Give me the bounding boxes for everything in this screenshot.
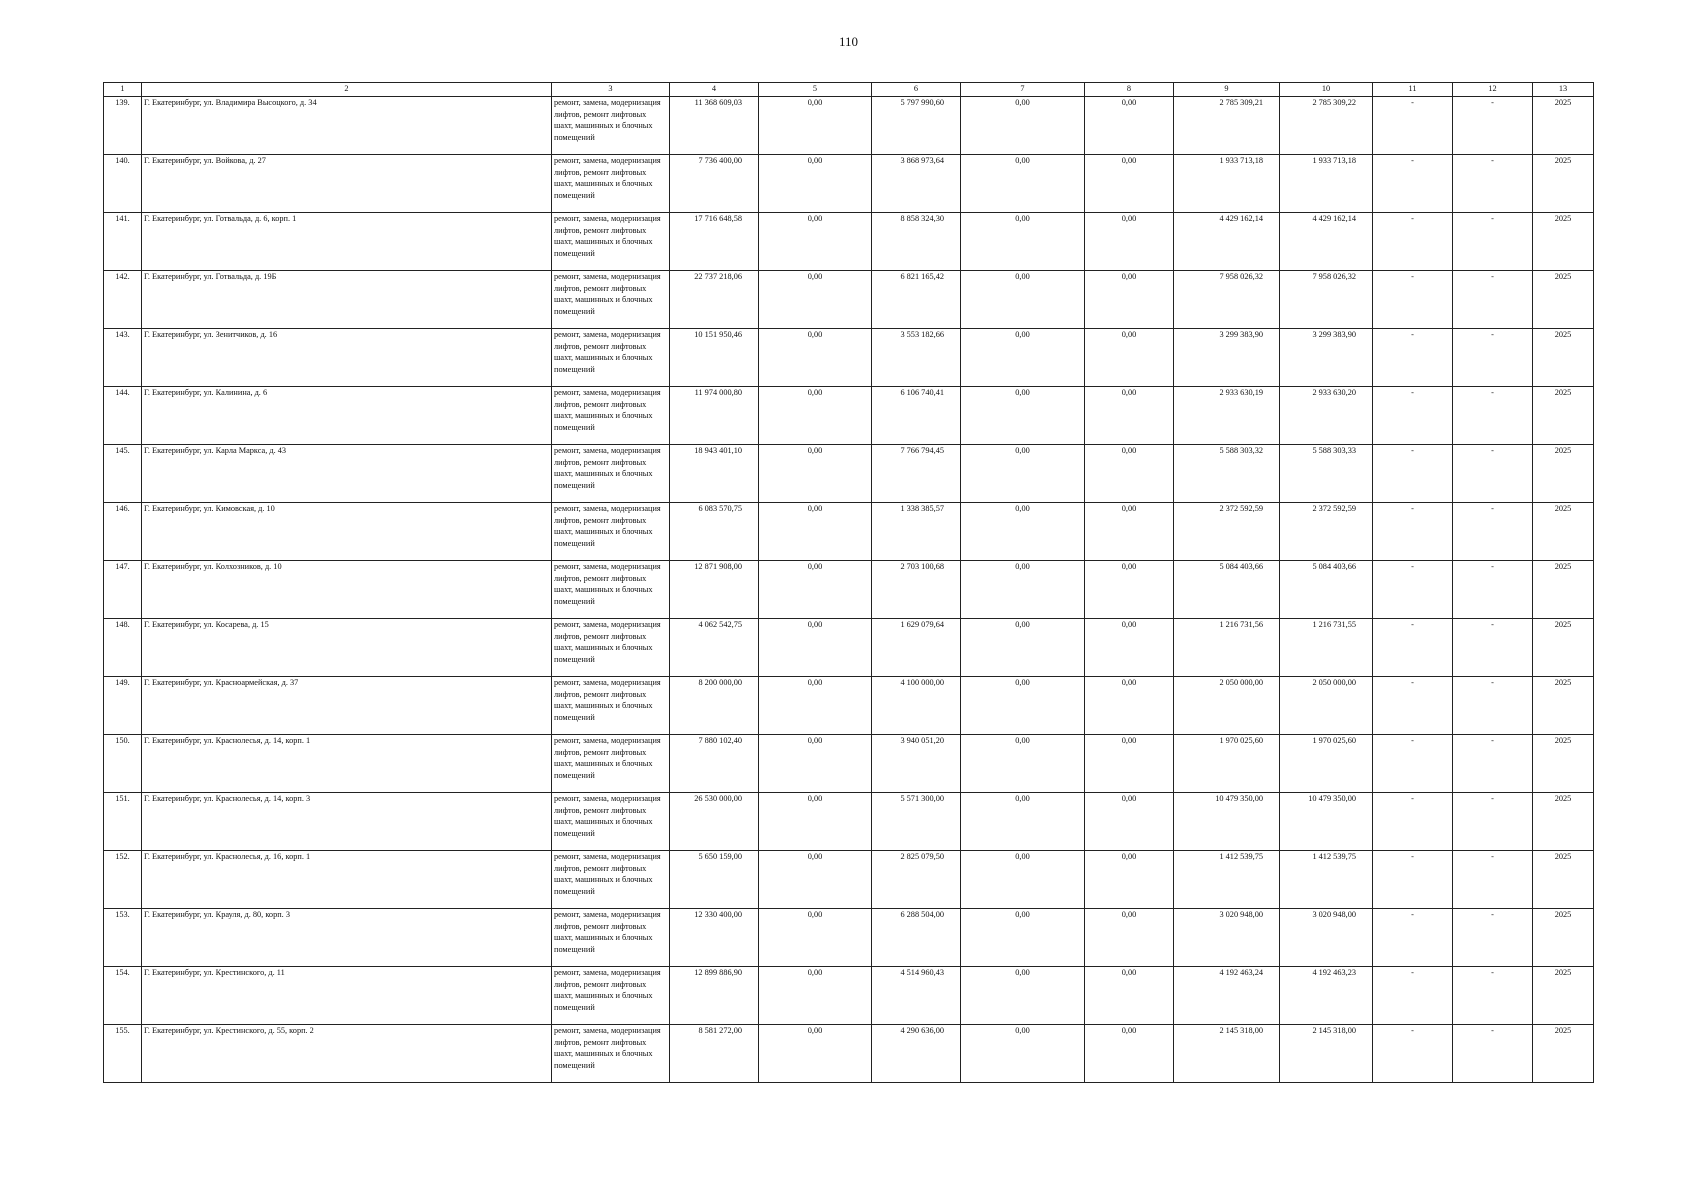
work-type-cell: ремонт, замена, модернизация лифтов, ремонт лифтовых шахт, машинных и блочных помещений [552, 851, 670, 909]
address-cell: Г. Екатеринбург, ул. Карла Маркса, д. 43 [142, 445, 552, 503]
column-header: 8 [1085, 83, 1174, 97]
col10-value-cell: 1 412 539,75 [1280, 851, 1373, 909]
year-cell: 2025 [1533, 97, 1594, 155]
total-cost-cell: 12 899 886,90 [670, 967, 759, 1025]
address-cell: Г. Екатеринбург, ул. Крестинского, д. 55, корп. 2 [142, 1025, 552, 1083]
col6-value-cell: 7 766 794,45 [872, 445, 961, 503]
address-cell: Г. Екатеринбург, ул. Готвальда, д. 6, корп. 1 [142, 213, 552, 271]
total-cost-cell: 7 736 400,00 [670, 155, 759, 213]
total-cost-cell: 22 737 218,06 [670, 271, 759, 329]
col10-value-cell: 4 429 162,14 [1280, 213, 1373, 271]
col12-value-cell: - [1453, 213, 1533, 271]
col7-value-cell: 0,00 [961, 561, 1085, 619]
col5-value-cell: 0,00 [759, 329, 872, 387]
table-row [104, 793, 1594, 851]
col7-value-cell: 0,00 [961, 97, 1085, 155]
col6-value-cell: 2 825 079,50 [872, 851, 961, 909]
col7-value-cell: 0,00 [961, 851, 1085, 909]
address-cell: Г. Екатеринбург, ул. Крестинского, д. 11 [142, 967, 552, 1025]
table-row [104, 851, 1594, 909]
col7-value-cell: 0,00 [961, 387, 1085, 445]
col11-value-cell: - [1373, 967, 1453, 1025]
col11-value-cell: - [1373, 1025, 1453, 1083]
col11-value-cell: - [1373, 909, 1453, 967]
col8-value-cell: 0,00 [1085, 155, 1174, 213]
col9-value-cell: 2 145 318,00 [1174, 1025, 1280, 1083]
address-cell: Г. Екатеринбург, ул. Краснолесья, д. 16, корп. 1 [142, 851, 552, 909]
row-number: 152. [104, 851, 142, 909]
year-cell: 2025 [1533, 503, 1594, 561]
col6-value-cell: 3 868 973,64 [872, 155, 961, 213]
year-cell: 2025 [1533, 271, 1594, 329]
year-cell: 2025 [1533, 155, 1594, 213]
work-type-cell: ремонт, замена, модернизация лифтов, ремонт лифтовых шахт, машинных и блочных помещений [552, 271, 670, 329]
col8-value-cell: 0,00 [1085, 387, 1174, 445]
col12-value-cell: - [1453, 1025, 1533, 1083]
col8-value-cell: 0,00 [1085, 561, 1174, 619]
col7-value-cell: 0,00 [961, 271, 1085, 329]
table-row [104, 445, 1594, 503]
table-row [104, 967, 1594, 1025]
work-type-cell: ремонт, замена, модернизация лифтов, ремонт лифтовых шахт, машинных и блочных помещений [552, 677, 670, 735]
table-row [104, 213, 1594, 271]
year-cell: 2025 [1533, 387, 1594, 445]
total-cost-cell: 17 716 648,58 [670, 213, 759, 271]
address-cell: Г. Екатеринбург, ул. Кимовская, д. 10 [142, 503, 552, 561]
col11-value-cell: - [1373, 619, 1453, 677]
col11-value-cell: - [1373, 97, 1453, 155]
col5-value-cell: 0,00 [759, 619, 872, 677]
col8-value-cell: 0,00 [1085, 793, 1174, 851]
row-number: 150. [104, 735, 142, 793]
work-type-cell: ремонт, замена, модернизация лифтов, ремонт лифтовых шахт, машинных и блочных помещений [552, 967, 670, 1025]
total-cost-cell: 12 871 908,00 [670, 561, 759, 619]
column-header: 11 [1373, 83, 1453, 97]
total-cost-cell: 4 062 542,75 [670, 619, 759, 677]
col9-value-cell: 4 429 162,14 [1174, 213, 1280, 271]
col5-value-cell: 0,00 [759, 1025, 872, 1083]
address-cell: Г. Екатеринбург, ул. Калинина, д. 6 [142, 387, 552, 445]
col7-value-cell: 0,00 [961, 155, 1085, 213]
col9-value-cell: 1 412 539,75 [1174, 851, 1280, 909]
year-cell: 2025 [1533, 1025, 1594, 1083]
col5-value-cell: 0,00 [759, 445, 872, 503]
col12-value-cell: - [1453, 909, 1533, 967]
work-type-cell: ремонт, замена, модернизация лифтов, ремонт лифтовых шахт, машинных и блочных помещений [552, 793, 670, 851]
col5-value-cell: 0,00 [759, 909, 872, 967]
col12-value-cell: - [1453, 561, 1533, 619]
table-row [104, 271, 1594, 329]
table-row [104, 619, 1594, 677]
col8-value-cell: 0,00 [1085, 851, 1174, 909]
address-cell: Г. Екатеринбург, ул. Красноармейская, д. 37 [142, 677, 552, 735]
col11-value-cell: - [1373, 851, 1453, 909]
work-type-cell: ремонт, замена, модернизация лифтов, ремонт лифтовых шахт, машинных и блочных помещений [552, 445, 670, 503]
year-cell: 2025 [1533, 909, 1594, 967]
col12-value-cell: - [1453, 387, 1533, 445]
col6-value-cell: 4 100 000,00 [872, 677, 961, 735]
total-cost-cell: 11 368 609,03 [670, 97, 759, 155]
col12-value-cell: - [1453, 271, 1533, 329]
col7-value-cell: 0,00 [961, 909, 1085, 967]
column-header: 10 [1280, 83, 1373, 97]
year-cell: 2025 [1533, 213, 1594, 271]
col11-value-cell: - [1373, 271, 1453, 329]
table-body [104, 97, 1594, 1083]
col12-value-cell: - [1453, 329, 1533, 387]
year-cell: 2025 [1533, 851, 1594, 909]
work-type-cell: ремонт, замена, модернизация лифтов, ремонт лифтовых шахт, машинных и блочных помещений [552, 97, 670, 155]
col10-value-cell: 7 958 026,32 [1280, 271, 1373, 329]
total-cost-cell: 8 581 272,00 [670, 1025, 759, 1083]
col10-value-cell: 1 933 713,18 [1280, 155, 1373, 213]
col12-value-cell: - [1453, 967, 1533, 1025]
col12-value-cell: - [1453, 851, 1533, 909]
col9-value-cell: 1 216 731,56 [1174, 619, 1280, 677]
capital-repair-table [103, 82, 1594, 1083]
work-type-cell: ремонт, замена, модернизация лифтов, ремонт лифтовых шахт, машинных и блочных помещений [552, 155, 670, 213]
column-header: 2 [142, 83, 552, 97]
work-type-cell: ремонт, замена, модернизация лифтов, ремонт лифтовых шахт, машинных и блочных помещений [552, 1025, 670, 1083]
col9-value-cell: 4 192 463,24 [1174, 967, 1280, 1025]
work-type-cell: ремонт, замена, модернизация лифтов, ремонт лифтовых шахт, машинных и блочных помещений [552, 329, 670, 387]
col9-value-cell: 2 933 630,19 [1174, 387, 1280, 445]
table-row [104, 329, 1594, 387]
col10-value-cell: 5 084 403,66 [1280, 561, 1373, 619]
table-row [104, 677, 1594, 735]
col10-value-cell: 3 020 948,00 [1280, 909, 1373, 967]
col6-value-cell: 8 858 324,30 [872, 213, 961, 271]
table-row [104, 387, 1594, 445]
col9-value-cell: 2 050 000,00 [1174, 677, 1280, 735]
col11-value-cell: - [1373, 503, 1453, 561]
total-cost-cell: 5 650 159,00 [670, 851, 759, 909]
work-type-cell: ремонт, замена, модернизация лифтов, ремонт лифтовых шахт, машинных и блочных помещений [552, 909, 670, 967]
col11-value-cell: - [1373, 793, 1453, 851]
col6-value-cell: 1 629 079,64 [872, 619, 961, 677]
col9-value-cell: 1 933 713,18 [1174, 155, 1280, 213]
col5-value-cell: 0,00 [759, 561, 872, 619]
address-cell: Г. Екатеринбург, ул. Крауля, д. 80, корп. 3 [142, 909, 552, 967]
col10-value-cell: 3 299 383,90 [1280, 329, 1373, 387]
table-row [104, 909, 1594, 967]
col7-value-cell: 0,00 [961, 445, 1085, 503]
col7-value-cell: 0,00 [961, 677, 1085, 735]
table-row [104, 561, 1594, 619]
col12-value-cell: - [1453, 677, 1533, 735]
year-cell: 2025 [1533, 677, 1594, 735]
work-type-cell: ремонт, замена, модернизация лифтов, ремонт лифтовых шахт, машинных и блочных помещений [552, 561, 670, 619]
row-number: 143. [104, 329, 142, 387]
row-number: 144. [104, 387, 142, 445]
col9-value-cell: 5 084 403,66 [1174, 561, 1280, 619]
address-cell: Г. Екатеринбург, ул. Войкова, д. 27 [142, 155, 552, 213]
col5-value-cell: 0,00 [759, 503, 872, 561]
table-row [104, 503, 1594, 561]
row-number: 142. [104, 271, 142, 329]
column-header: 5 [759, 83, 872, 97]
work-type-cell: ремонт, замена, модернизация лифтов, ремонт лифтовых шахт, машинных и блочных помещений [552, 503, 670, 561]
col5-value-cell: 0,00 [759, 387, 872, 445]
row-number: 139. [104, 97, 142, 155]
col7-value-cell: 0,00 [961, 1025, 1085, 1083]
table-row [104, 97, 1594, 155]
address-cell: Г. Екатеринбург, ул. Краснолесья, д. 14, корп. 3 [142, 793, 552, 851]
column-header: 1 [104, 83, 142, 97]
page-number: 110 [838, 34, 859, 49]
address-cell: Г. Екатеринбург, ул. Зенитчиков, д. 16 [142, 329, 552, 387]
column-header: 12 [1453, 83, 1533, 97]
row-number: 147. [104, 561, 142, 619]
table-row [104, 1025, 1594, 1083]
year-cell: 2025 [1533, 561, 1594, 619]
total-cost-cell: 11 974 000,80 [670, 387, 759, 445]
work-type-cell: ремонт, замена, модернизация лифтов, ремонт лифтовых шахт, машинных и блочных помещений [552, 213, 670, 271]
col7-value-cell: 0,00 [961, 735, 1085, 793]
table-row [104, 735, 1594, 793]
col11-value-cell: - [1373, 155, 1453, 213]
col6-value-cell: 5 571 300,00 [872, 793, 961, 851]
address-cell: Г. Екатеринбург, ул. Владимира Высоцкого, д. 34 [142, 97, 552, 155]
col5-value-cell: 0,00 [759, 735, 872, 793]
row-number: 141. [104, 213, 142, 271]
col9-value-cell: 3 020 948,00 [1174, 909, 1280, 967]
address-cell: Г. Екатеринбург, ул. Косарева, д. 15 [142, 619, 552, 677]
col6-value-cell: 4 514 960,43 [872, 967, 961, 1025]
col6-value-cell: 3 553 182,66 [872, 329, 961, 387]
col7-value-cell: 0,00 [961, 213, 1085, 271]
col8-value-cell: 0,00 [1085, 1025, 1174, 1083]
col11-value-cell: - [1373, 213, 1453, 271]
col12-value-cell: - [1453, 735, 1533, 793]
total-cost-cell: 8 200 000,00 [670, 677, 759, 735]
col12-value-cell: - [1453, 155, 1533, 213]
address-cell: Г. Екатеринбург, ул. Колхозников, д. 10 [142, 561, 552, 619]
col5-value-cell: 0,00 [759, 97, 872, 155]
col8-value-cell: 0,00 [1085, 97, 1174, 155]
col8-value-cell: 0,00 [1085, 967, 1174, 1025]
col8-value-cell: 0,00 [1085, 909, 1174, 967]
col12-value-cell: - [1453, 793, 1533, 851]
col8-value-cell: 0,00 [1085, 619, 1174, 677]
col5-value-cell: 0,00 [759, 155, 872, 213]
row-number: 153. [104, 909, 142, 967]
year-cell: 2025 [1533, 445, 1594, 503]
col8-value-cell: 0,00 [1085, 329, 1174, 387]
total-cost-cell: 26 530 000,00 [670, 793, 759, 851]
column-header: 7 [961, 83, 1085, 97]
col9-value-cell: 1 970 025,60 [1174, 735, 1280, 793]
column-header: 13 [1533, 83, 1594, 97]
row-number: 140. [104, 155, 142, 213]
col6-value-cell: 1 338 385,57 [872, 503, 961, 561]
col11-value-cell: - [1373, 387, 1453, 445]
col6-value-cell: 2 703 100,68 [872, 561, 961, 619]
total-cost-cell: 10 151 950,46 [670, 329, 759, 387]
year-cell: 2025 [1533, 735, 1594, 793]
col6-value-cell: 6 106 740,41 [872, 387, 961, 445]
column-header: 6 [872, 83, 961, 97]
col5-value-cell: 0,00 [759, 271, 872, 329]
col8-value-cell: 0,00 [1085, 503, 1174, 561]
row-number: 151. [104, 793, 142, 851]
col9-value-cell: 3 299 383,90 [1174, 329, 1280, 387]
work-type-cell: ремонт, замена, модернизация лифтов, ремонт лифтовых шахт, машинных и блочных помещений [552, 735, 670, 793]
col5-value-cell: 0,00 [759, 851, 872, 909]
col11-value-cell: - [1373, 561, 1453, 619]
col5-value-cell: 0,00 [759, 793, 872, 851]
address-cell: Г. Екатеринбург, ул. Готвальда, д. 19Б [142, 271, 552, 329]
col10-value-cell: 2 372 592,59 [1280, 503, 1373, 561]
col11-value-cell: - [1373, 329, 1453, 387]
work-type-cell: ремонт, замена, модернизация лифтов, ремонт лифтовых шахт, машинных и блочных помещений [552, 387, 670, 445]
column-header: 4 [670, 83, 759, 97]
col5-value-cell: 0,00 [759, 967, 872, 1025]
column-header: 3 [552, 83, 670, 97]
col8-value-cell: 0,00 [1085, 735, 1174, 793]
year-cell: 2025 [1533, 793, 1594, 851]
col10-value-cell: 5 588 303,33 [1280, 445, 1373, 503]
col6-value-cell: 4 290 636,00 [872, 1025, 961, 1083]
col7-value-cell: 0,00 [961, 619, 1085, 677]
col6-value-cell: 6 821 165,42 [872, 271, 961, 329]
col12-value-cell: - [1453, 619, 1533, 677]
col10-value-cell: 10 479 350,00 [1280, 793, 1373, 851]
row-number: 149. [104, 677, 142, 735]
col12-value-cell: - [1453, 445, 1533, 503]
col7-value-cell: 0,00 [961, 329, 1085, 387]
address-cell: Г. Екатеринбург, ул. Краснолесья, д. 14, корп. 1 [142, 735, 552, 793]
col6-value-cell: 5 797 990,60 [872, 97, 961, 155]
table-row [104, 155, 1594, 213]
col10-value-cell: 4 192 463,23 [1280, 967, 1373, 1025]
col6-value-cell: 3 940 051,20 [872, 735, 961, 793]
col12-value-cell: - [1453, 97, 1533, 155]
row-number: 145. [104, 445, 142, 503]
col8-value-cell: 0,00 [1085, 271, 1174, 329]
header-row [104, 83, 1594, 97]
col6-value-cell: 6 288 504,00 [872, 909, 961, 967]
col9-value-cell: 5 588 303,32 [1174, 445, 1280, 503]
col8-value-cell: 0,00 [1085, 677, 1174, 735]
col7-value-cell: 0,00 [961, 503, 1085, 561]
col10-value-cell: 1 970 025,60 [1280, 735, 1373, 793]
col7-value-cell: 0,00 [961, 967, 1085, 1025]
col10-value-cell: 2 050 000,00 [1280, 677, 1373, 735]
col8-value-cell: 0,00 [1085, 445, 1174, 503]
year-cell: 2025 [1533, 329, 1594, 387]
year-cell: 2025 [1533, 967, 1594, 1025]
col12-value-cell: - [1453, 503, 1533, 561]
col10-value-cell: 1 216 731,55 [1280, 619, 1373, 677]
year-cell: 2025 [1533, 619, 1594, 677]
col10-value-cell: 2 933 630,20 [1280, 387, 1373, 445]
col9-value-cell: 2 372 592,59 [1174, 503, 1280, 561]
column-header: 9 [1174, 83, 1280, 97]
row-number: 154. [104, 967, 142, 1025]
total-cost-cell: 12 330 400,00 [670, 909, 759, 967]
col11-value-cell: - [1373, 677, 1453, 735]
work-type-cell: ремонт, замена, модернизация лифтов, ремонт лифтовых шахт, машинных и блочных помещений [552, 619, 670, 677]
col9-value-cell: 7 958 026,32 [1174, 271, 1280, 329]
row-number: 148. [104, 619, 142, 677]
col5-value-cell: 0,00 [759, 677, 872, 735]
col10-value-cell: 2 785 309,22 [1280, 97, 1373, 155]
col9-value-cell: 2 785 309,21 [1174, 97, 1280, 155]
col8-value-cell: 0,00 [1085, 213, 1174, 271]
col5-value-cell: 0,00 [759, 213, 872, 271]
total-cost-cell: 18 943 401,10 [670, 445, 759, 503]
col7-value-cell: 0,00 [961, 793, 1085, 851]
col11-value-cell: - [1373, 445, 1453, 503]
total-cost-cell: 7 880 102,40 [670, 735, 759, 793]
col11-value-cell: - [1373, 735, 1453, 793]
total-cost-cell: 6 083 570,75 [670, 503, 759, 561]
row-number: 146. [104, 503, 142, 561]
col9-value-cell: 10 479 350,00 [1174, 793, 1280, 851]
col10-value-cell: 2 145 318,00 [1280, 1025, 1373, 1083]
row-number: 155. [104, 1025, 142, 1083]
